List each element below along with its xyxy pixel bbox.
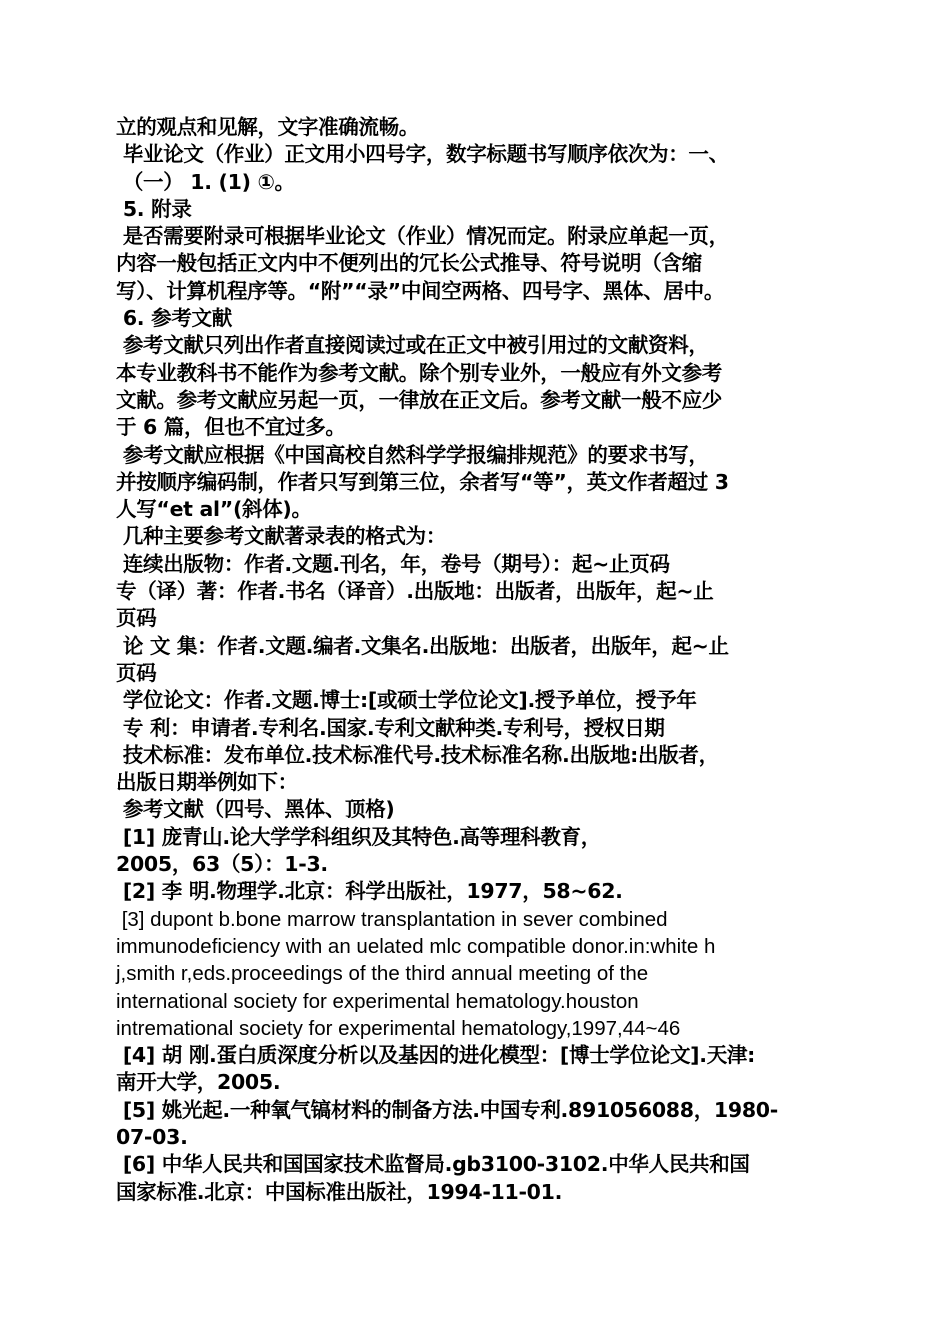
references-heading: 参考文献（四号、黑体、顶格) [116,797,395,822]
reference-entry: j,smith r,eds.proceedings of the third annual meeting of the [116,962,649,986]
reference-entry: 南开大学，2005. [116,1070,281,1095]
reference-entry: [1] 庞青山.论大学学科组织及其特色.高等理科教育， [116,824,601,849]
format-line: 连续出版物：作者.文题.刊名，年，卷号（期号）：起~止页码 [116,551,670,576]
text-line: 本专业教科书不能作为参考文献。除个别专业外，一般应有外文参考 [116,360,722,385]
text-line: 内容一般包括正文内中不便列出的冗长公式推导、符号说明（含缩 [116,251,702,276]
reference-entry: [6] 中华人民共和国国家技术监督局.gb3100-3102.中华人民共和国 [116,1152,750,1177]
text-line: 于 6 篇，但也不宜过多。 [116,415,346,440]
text-line: 人写“et al”(斜体)。 [116,497,312,522]
format-line: 专（译）著：作者.书名（译音）.出版地：出版者，出版年，起~止 [116,579,714,604]
document-body [116,114,846,1206]
reference-entry: intremational society for experimental hematology,1997,44~46 [116,1016,681,1040]
format-line: 页码 [116,660,157,685]
reference-entry: international society for experimental hematology.houston [116,989,639,1013]
reference-entry: 国家标准.北京：中国标准出版社，1994-11-01. [116,1179,563,1204]
reference-entry: [2] 李 明.物理学.北京：科学出版社，1977，58~62. [116,879,623,904]
format-line: 学位论文：作者.文题.博士:[或硕士学位论文].授予单位，授予年 [116,688,697,713]
text-line: （一） 1. (1) ①。 [116,169,295,194]
text-line: 立的观点和见解，文字准确流畅。 [116,115,419,139]
reference-entry: immunodeficiency with an uelated mlc compatible donor.in:white h [116,934,716,958]
format-line: 技术标准：发布单位.技术标准代号.技术标准名称.出版地:出版者， [116,742,719,767]
section-heading-references: 6. 参考文献 [116,306,232,331]
text-line: 参考文献只列出作者直接阅读过或在正文中被引用过的文献资料， [116,333,709,358]
text-line: 是否需要附录可根据毕业论文（作业）情况而定。附录应单起一页， [116,224,729,249]
format-line: 页码 [116,606,157,631]
reference-entry: [5] 姚光起.一种氧气镐材料的制备方法.中国专利.891056088，1980- [116,1097,778,1122]
reference-entry: [4] 胡 刚.蛋白质深度分析以及基因的进化模型：[博士学位论文].天津: [116,1043,756,1068]
format-line: 专 利：申请者.专利名.国家.专利文献种类.专利号，授权日期 [116,715,665,740]
text-line: 并按顺序编码制，作者只写到第三位，余者写“等”，英文作者超过 3 [116,469,729,494]
text-line: 写）、计算机程序等。“附”“录”中间空两格、四号字、黑体、居中。 [116,278,725,303]
reference-entry: 07-03. [116,1124,188,1149]
section-heading-appendix: 5. 附录 [116,196,192,221]
format-line: 论 文 集：作者.文题.编者.文集名.出版地：出版者，出版年，起~止 [116,633,729,658]
format-line: 出版日期举例如下： [116,770,298,795]
text-line: 几种主要参考文献著录表的格式为： [116,524,447,549]
reference-entry: [3] dupont b.bone marrow transplantation in sever combined [116,907,668,931]
reference-entry: 2005，63（5）：1-3. [116,852,328,877]
text-line: 参考文献应根据《中国高校自然科学学报编排规范》的要求书写， [116,442,709,467]
text-line: 文献。参考文献应另起一页，一律放在正文后。参考文献一般不应少 [116,387,722,412]
text-line: 毕业论文（作业）正文用小四号字，数字标题书写顺序依次为：一、 [116,142,729,167]
